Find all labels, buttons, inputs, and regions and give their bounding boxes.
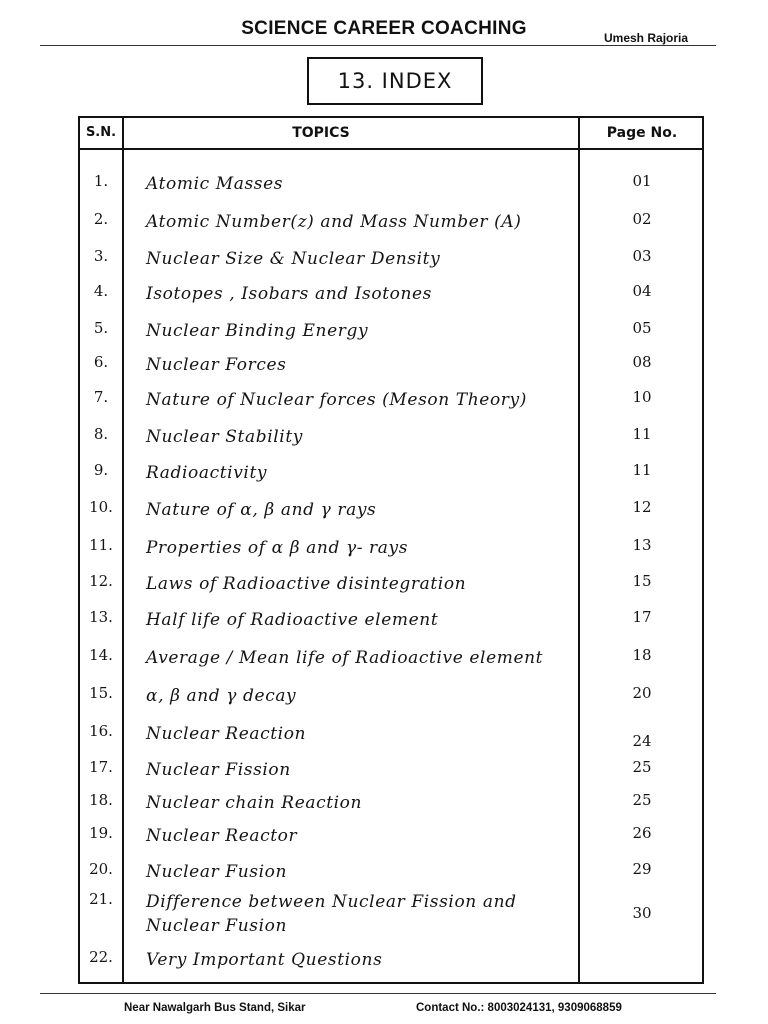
row-page: 10 <box>632 388 652 406</box>
row-sn: 4. <box>93 282 109 300</box>
row-topic: Atomic Masses <box>146 174 284 194</box>
row-page: 02 <box>632 210 652 228</box>
header-rule <box>40 45 716 46</box>
footer-address: Near Nawalgarh Bus Stand, Sikar <box>124 1002 306 1014</box>
row-topic: Nuclear chain Reaction <box>146 793 363 813</box>
row-page: 04 <box>632 282 652 300</box>
table-header-row <box>80 118 702 150</box>
row-sn: 20. <box>89 860 113 878</box>
row-sn: 15. <box>89 684 113 702</box>
column-divider <box>122 118 124 982</box>
row-topic: Properties of α β and γ- rays <box>146 538 409 558</box>
row-page: 15 <box>632 572 652 590</box>
row-topic: Nuclear Reaction <box>146 724 307 744</box>
row-topic: Nuclear Fission <box>146 760 291 780</box>
row-topic: Nuclear Binding Energy <box>146 321 369 341</box>
row-topic: Nuclear Forces <box>146 355 287 375</box>
row-page: 17 <box>632 608 652 626</box>
row-page: 11 <box>632 425 652 443</box>
row-sn: 13. <box>89 608 113 626</box>
row-page: 24 <box>632 732 652 750</box>
row-page: 20 <box>632 684 652 702</box>
footer-contact: Contact No.: 8003024131, 9309068859 <box>416 1002 622 1014</box>
row-page: 18 <box>632 646 652 664</box>
row-sn: 5. <box>93 319 109 337</box>
row-sn: 18. <box>89 791 113 809</box>
row-sn: 19. <box>89 824 113 842</box>
row-page: 25 <box>632 758 652 776</box>
row-topic: Nuclear Size & Nuclear Density <box>146 249 441 269</box>
row-page: 26 <box>632 824 652 842</box>
row-topic: Nuclear Reactor <box>146 826 298 846</box>
header-topics: TOPICS <box>292 125 350 141</box>
row-page: 01 <box>632 172 652 190</box>
row-sn: 17. <box>89 758 113 776</box>
header-author: Umesh Rajoria <box>604 31 689 45</box>
row-sn: 21. <box>89 890 113 908</box>
row-sn: 16. <box>89 722 113 740</box>
row-topic: Nuclear Fusion <box>146 862 287 882</box>
row-page: 05 <box>632 319 652 337</box>
header-sn: S.N. <box>85 125 117 140</box>
row-sn: 10. <box>89 498 113 516</box>
header-page-no: Page No. <box>606 125 678 141</box>
row-page: 30 <box>632 904 652 922</box>
row-page: 11 <box>632 461 652 479</box>
row-sn: 6. <box>93 353 109 371</box>
row-topic: Radioactivity <box>146 463 268 483</box>
row-page: 29 <box>632 860 652 878</box>
header-title: SCIENCE CAREER COACHING <box>241 18 527 39</box>
footer-rule <box>40 993 716 994</box>
section-title-box: 13. INDEX <box>307 57 483 105</box>
row-sn: 8. <box>93 425 109 443</box>
row-page: 08 <box>632 353 652 371</box>
row-sn: 14. <box>89 646 113 664</box>
row-sn: 12. <box>89 572 113 590</box>
row-sn: 11. <box>89 536 113 554</box>
row-topic: Nuclear Stability <box>146 427 303 447</box>
row-topic: α, β and γ decay <box>146 686 297 706</box>
row-sn: 7. <box>93 388 109 406</box>
row-topic: Half life of Radioactive element <box>146 610 439 630</box>
row-page: 13 <box>632 536 652 554</box>
index-table <box>78 116 704 984</box>
row-topic: Atomic Number(z) and Mass Number (A) <box>146 212 522 232</box>
row-page: 12 <box>632 498 652 516</box>
row-topic: Isotopes , Isobars and Isotones <box>146 284 433 304</box>
row-page: 25 <box>632 791 652 809</box>
row-sn: 1. <box>93 172 109 190</box>
row-topic: Very Important Questions <box>146 950 383 970</box>
row-topic: Difference between Nuclear Fission and Nuclear Fusion <box>146 892 517 936</box>
row-topic: Laws of Radioactive disintegration <box>146 574 467 594</box>
row-topic: Nature of α, β and γ rays <box>146 500 377 520</box>
row-sn: 3. <box>93 247 109 265</box>
row-topic: Nature of Nuclear forces (Meson Theory) <box>146 390 527 410</box>
row-page: 03 <box>632 247 652 265</box>
row-sn: 9. <box>93 461 109 479</box>
row-topic: Average / Mean life of Radioactive element <box>146 648 544 668</box>
row-sn: 22. <box>89 948 113 966</box>
row-sn: 2. <box>93 210 109 228</box>
